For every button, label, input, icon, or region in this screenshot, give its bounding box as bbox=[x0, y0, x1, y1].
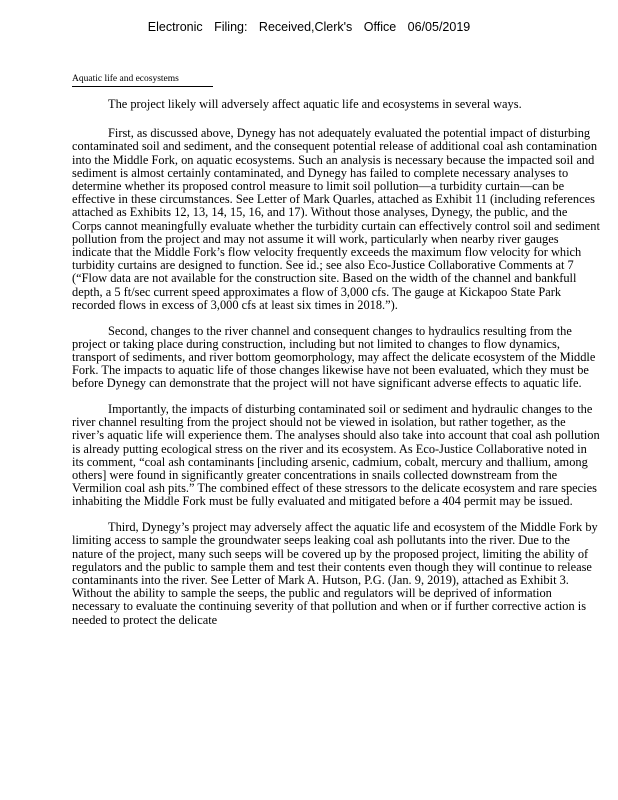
first-point-paragraph: First, as discussed above, Dynegy has not adequately evaluated the potential impact of disturbing contaminated soil and sediment, and the consequent potential release of additional coal ash contamination into the Middle Fork, on aquatic ecosystems. Such an analysis is necessary because the impacted soil and sediment is almost certainly contaminated, and Dynegy has failed to complete necessary analyses to determine whether its proposed control measure to limit soil pollution—a turbidity curtain—can be effective in these circumstances. See Letter of Mark Quarles, attached as Exhibit 11 (including references attached as Exhibits 12, 13, 14, 15, 16, and 17). Without those analyses, Dynegy, the public, and the Corps cannot meaningfully evaluate whether the turbidity curtain can effectively control soil and sediment pollution from the project and may not assume it will work, particularly when nearby river gauges indicate that the Middle Fork’s flow velocity frequently exceeds the maximum flow velocity for which turbidity curtains are designed to function. See id.; see also Eco-Justice Collaborative Comments at 7 (“Flow data are not available for the construction site. Based on the width of the channel and bankfull depth, a 5 ft/sec current speed approximates a flow of 3,000 cfs. The gauge at Kickapoo State Park recorded flows in excess of 3,000 cfs at least six times in 2018.”). bbox=[72, 126, 600, 312]
document-body bbox=[72, 98, 600, 639]
third-point-paragraph: Third, Dynegy’s project may adversely affect the aquatic life and ecosystem of the Middle Fork by limiting access to sample the groundwater seeps leaking coal ash pollutants into the river. Due to the nature of the project, many such seeps will be covered up by the proposed project, limiting the ability of regulators and the public to sample them and test their contents even though they will continue to release contaminants into the river. See Letter of Mark A. Hutson, P.G. (Jan. 9, 2019), attached as Exhibit 3. Without the ability to sample the seeps, the public and regulators will be deprived of information necessary to evaluate the continuing severity of that pollution and when or if further corrective action is needed to protect the delicate bbox=[72, 520, 598, 627]
intro-paragraph: The project likely will adversely affect aquatic life and ecosystems in several ways. bbox=[108, 97, 522, 111]
filing-stamp-header: Electronic Filing: Received,Clerk's Office 06/05/2019 bbox=[147, 20, 471, 34]
combined-impacts-paragraph: Importantly, the impacts of disturbing contaminated soil or sediment and hydraulic changes to the river channel resulting from the project should not be viewed in isolation, but rather together, as the river’s aquatic life will experience them. The analyses should also take into account that coal ash pollution is already putting ecological stress on the river and its ecosystem. As Eco-Justice Collaborative noted in its comment, “coal ash contaminants [including arsenic, cadmium, cobalt, mercury and thallium, among others] were found in significantly greater concentrations in snails collected downstream from the Vermilion coal ash pits.” The combined effect of these stressors to the delicate ecosystem and rare species inhabiting the Middle Fork must be fully evaluated and mitigated before a 404 permit may be issued. bbox=[72, 402, 600, 509]
second-point-paragraph: Second, changes to the river channel and consequent changes to hydraulics resulting from the project or taking place during construction, including but not limited to changes to flow dynamics, transport of sediments, and river bottom geomorphology, may affect the delicate ecosystem of the Middle Fork. The impacts to aquatic life of those changes likewise have not been evaluated, which they must be before Dynegy can demonstrate that the project will not have significant adverse effects to aquatic life. bbox=[72, 323, 596, 391]
section-heading: Aquatic life and ecosystems bbox=[72, 74, 213, 87]
